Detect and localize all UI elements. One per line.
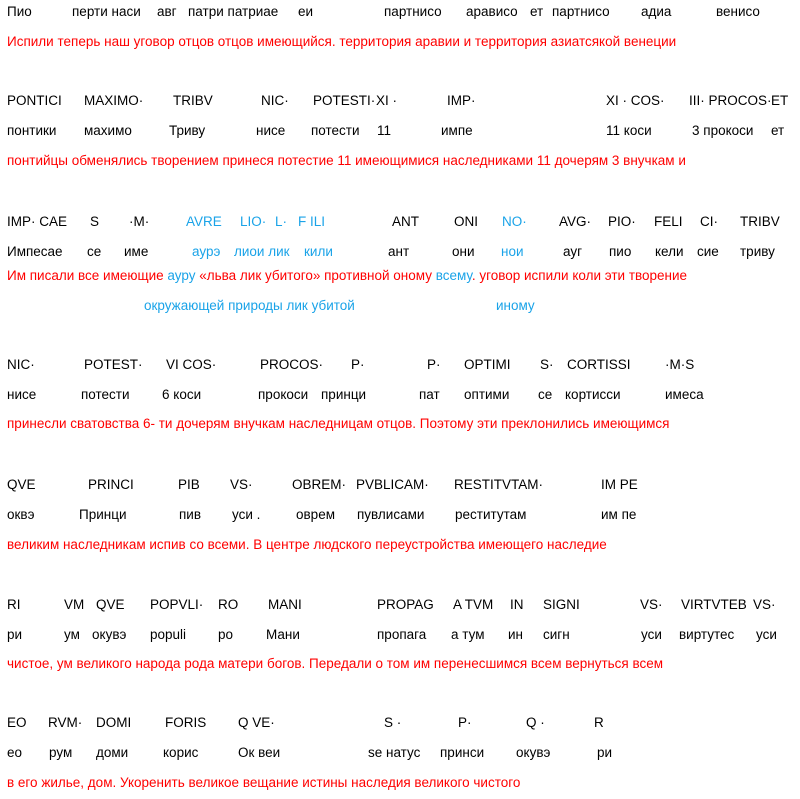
latin-word: Q VE· xyxy=(238,715,275,730)
latin-word: VS· xyxy=(753,597,776,612)
latin-word: NIC· xyxy=(7,357,35,372)
latin-word: PIO· xyxy=(608,214,636,229)
reading-word: доми xyxy=(96,745,129,760)
translation-part: . уговор испили коли эти творение xyxy=(471,268,688,283)
translation-text: великим наследникам испив со всеми. В центре людского переустройства имеющего наследие xyxy=(7,537,607,552)
reading-word: Принци xyxy=(79,507,127,522)
reading-word: корис xyxy=(163,745,199,760)
translation-text xyxy=(7,268,687,284)
reading-word: ант xyxy=(388,244,410,259)
latin-word: RESTITVTAM· xyxy=(454,477,543,492)
reading-word: se натус xyxy=(368,745,421,760)
reading-word-highlighted: аурэ xyxy=(192,244,221,259)
reading-word: нисе xyxy=(256,123,286,138)
reading-word: 11 xyxy=(377,123,392,138)
reading-word: сигн xyxy=(543,627,570,642)
reading-word-highlighted: нои xyxy=(501,244,524,259)
latin-word: IN xyxy=(510,597,524,612)
latin-word: VS· xyxy=(230,477,253,492)
latin-word: R xyxy=(594,715,604,730)
word: Пио xyxy=(7,4,32,19)
reading-word: Импесае xyxy=(7,244,63,259)
latin-word: POTESTI· xyxy=(313,93,376,108)
latin-word: DOMI xyxy=(96,715,132,730)
latin-word: POTEST· xyxy=(84,357,143,372)
latin-word: PIB xyxy=(178,477,200,492)
latin-word: PROPAG xyxy=(377,597,434,612)
translation-part: «льва лик убитого» xyxy=(195,268,321,283)
stanza-3-translation xyxy=(0,416,800,432)
reading-word: ет xyxy=(771,123,785,138)
reading-word: рум xyxy=(49,745,73,760)
reading-word: populi xyxy=(150,627,187,642)
latin-word: RI xyxy=(7,597,21,612)
reading-word: 6 коси xyxy=(162,387,202,402)
latin-word: VI COS· xyxy=(166,357,217,372)
latin-word: PONTICI xyxy=(7,93,62,108)
latin-word: A TVM xyxy=(453,597,494,612)
reading-word: окувэ xyxy=(92,627,127,642)
stanza-2-gloss xyxy=(0,298,800,314)
stanza-5-reading xyxy=(0,627,800,643)
reading-word: 3 прокоси xyxy=(692,123,754,138)
word: ет xyxy=(530,4,544,19)
latin-word: S· xyxy=(540,357,554,372)
latin-word: XI · xyxy=(376,93,398,108)
reading-word: ум xyxy=(64,627,80,642)
latin-word: PVBLICAM· xyxy=(356,477,429,492)
reading-word: пувлисами xyxy=(357,507,425,522)
reading-word: ео xyxy=(7,745,23,760)
reading-word: нисе xyxy=(7,387,37,402)
latin-word: OPTIMI xyxy=(464,357,511,372)
stanza-1-latin xyxy=(0,93,800,109)
reading-word: кортисси xyxy=(565,387,621,402)
reading-word: Мани xyxy=(266,627,300,642)
latin-word: OBREM· xyxy=(292,477,346,492)
reading-word: пропага xyxy=(377,627,427,642)
latin-word: TRIBV xyxy=(173,93,213,108)
word: патри патриае xyxy=(188,4,279,19)
latin-word: VM xyxy=(64,597,85,612)
translation-text: принесли сватовства 6- ти дочерям внучкам наследницам отцов. Поэтому эти преклонились имеющимся xyxy=(7,416,670,431)
latin-word: MAXIMO· xyxy=(84,93,144,108)
latin-word: P· xyxy=(458,715,472,730)
reading-word: ри xyxy=(7,627,23,642)
latin-word-highlighted: NO· xyxy=(502,214,527,229)
translation-text: чистое, ум великого народа рода матери богов. Передали о том им перенесшимся всем вернуться всем xyxy=(7,656,664,671)
word: венисо xyxy=(716,4,760,19)
latin-word: PRINCI xyxy=(88,477,134,492)
latin-word-highlighted: LIO· xyxy=(240,214,267,229)
reading-word: потести xyxy=(311,123,360,138)
reading-word-highlighted: лиои лик xyxy=(234,244,290,259)
latin-word: NIC· xyxy=(261,93,289,108)
reading-word: прокоси xyxy=(258,387,309,402)
reading-word: пив xyxy=(179,507,202,522)
reading-word: пат xyxy=(419,387,440,402)
latin-word: POPVLI· xyxy=(150,597,204,612)
latin-word: MANI xyxy=(268,597,302,612)
latin-word: FORIS xyxy=(165,715,207,730)
reading-word: виртутес xyxy=(679,627,735,642)
stanza-2-latin xyxy=(0,214,800,230)
translation-text: понтийцы обменялись творением принеся потестие 11 имеющимися наследниками 11 дочерям 3 внучкам и xyxy=(7,153,686,168)
stanza-4-latin xyxy=(0,477,800,493)
reading-word: махимо xyxy=(84,123,132,138)
reading-word: импе xyxy=(441,123,473,138)
stanza-5-translation xyxy=(0,656,800,672)
stanza-6-latin xyxy=(0,715,800,731)
reading-word: принци xyxy=(321,387,367,402)
stanza-3-latin xyxy=(0,357,800,373)
stanza-5-latin xyxy=(0,597,800,613)
reading-word: принси xyxy=(440,745,485,760)
reading-word: им пе xyxy=(601,507,637,522)
reading-word: сие xyxy=(697,244,719,259)
reading-word: потести xyxy=(81,387,130,402)
latin-word: ·M· xyxy=(129,214,150,229)
reading-word: 11 коси xyxy=(606,123,652,138)
latin-word: P· xyxy=(351,357,365,372)
reading-word-highlighted: кили xyxy=(304,244,333,259)
reading-word: Ок веи xyxy=(238,745,281,760)
latin-word: III· PROCOS· xyxy=(689,93,772,108)
gloss-text: окружающей природы лик убитой xyxy=(144,298,355,313)
stanza-4-translation xyxy=(0,537,800,553)
latin-word: RVM· xyxy=(48,715,83,730)
latin-word: TRIBV xyxy=(740,214,780,229)
reading-word: окувэ xyxy=(516,745,551,760)
latin-word: ET xyxy=(771,93,789,108)
reading-word: се xyxy=(538,387,553,402)
stanza-1-translation xyxy=(0,153,800,169)
translation-part-highlighted: всему xyxy=(435,268,472,283)
stanza-1-reading xyxy=(0,123,800,139)
latin-word: P· xyxy=(427,357,441,372)
word: еи xyxy=(298,4,314,19)
reading-word: ри xyxy=(597,745,613,760)
reading-word: уси xyxy=(641,627,662,642)
latin-word: Q · xyxy=(526,715,545,730)
reading-word: ин xyxy=(508,627,523,642)
reading-word: уси xyxy=(756,627,777,642)
translation-part: противной оному xyxy=(320,268,436,283)
latin-word: VS· xyxy=(640,597,663,612)
translation-part: Им писали все имеющие xyxy=(7,268,168,283)
word: партнисо xyxy=(552,4,610,19)
latin-word: AVG· xyxy=(559,214,592,229)
line-1-translation xyxy=(0,34,800,50)
reading-word: триву xyxy=(740,244,775,259)
reading-word: пио xyxy=(609,244,632,259)
latin-word: IMP· CAE xyxy=(7,214,68,229)
latin-word: ONI xyxy=(454,214,479,229)
stanza-3-reading xyxy=(0,387,800,403)
reading-word: реститутам xyxy=(455,507,527,522)
latin-word: IMP· xyxy=(447,93,476,108)
reading-word: уси . xyxy=(232,507,261,522)
reading-word: кели xyxy=(655,244,684,259)
reading-word: они xyxy=(452,244,475,259)
latin-word: CI· xyxy=(700,214,718,229)
reading-word: имеса xyxy=(665,387,704,402)
stanza-2-reading xyxy=(0,244,800,260)
latin-word: S xyxy=(90,214,100,229)
word: авг xyxy=(157,4,177,19)
reading-word: ро xyxy=(218,627,234,642)
latin-word: ·M·S xyxy=(665,357,695,372)
latin-word-highlighted: F ILI xyxy=(298,214,326,229)
translation-part-highlighted: ауру xyxy=(167,268,196,283)
latin-word: QVE xyxy=(7,477,36,492)
translation-text: в его жилье, дом. Укоренить великое вещание истины наследия великого чистого xyxy=(7,775,521,790)
translation-text: Испили теперь наш уговор отцов отцов имеющийся. территория аравии и территория азиатсякой венеции xyxy=(7,34,677,49)
reading-word: Триву xyxy=(169,123,206,138)
latin-word: IM PE xyxy=(601,477,638,492)
gloss-text: иному xyxy=(496,298,535,313)
word: перти наси xyxy=(72,4,141,19)
stanza-4-reading xyxy=(0,507,800,523)
reading-word: се xyxy=(87,244,102,259)
latin-word: XI · COS· xyxy=(606,93,665,108)
reading-word: ауг xyxy=(563,244,583,259)
latin-word: S · xyxy=(384,715,402,730)
reading-word: а тум xyxy=(451,627,485,642)
reading-word: оквэ xyxy=(7,507,35,522)
latin-word: ANT xyxy=(392,214,419,229)
reading-word: оврем xyxy=(296,507,335,522)
latin-word: EO xyxy=(7,715,27,730)
reading-word: понтики xyxy=(7,123,57,138)
word: адиа xyxy=(641,4,672,19)
stanza-6-translation xyxy=(0,775,800,791)
word: партнисо xyxy=(384,4,442,19)
latin-word: RO xyxy=(218,597,239,612)
latin-word: QVE xyxy=(96,597,125,612)
latin-word-highlighted: L· xyxy=(275,214,288,229)
latin-word-highlighted: AVRE xyxy=(186,214,222,229)
reading-word: име xyxy=(124,244,149,259)
latin-word: VIRTVTEB xyxy=(681,597,747,612)
stanza-6-reading xyxy=(0,745,800,761)
stanza-2-translation xyxy=(0,268,800,284)
latin-word: SIGNI xyxy=(543,597,580,612)
reading-word: оптими xyxy=(464,387,510,402)
word: арависо xyxy=(466,4,518,19)
latin-word: CORTISSI xyxy=(567,357,631,372)
latin-word: PROCOS· xyxy=(260,357,324,372)
line-1-words xyxy=(0,4,800,20)
latin-word: FELI xyxy=(654,214,683,229)
